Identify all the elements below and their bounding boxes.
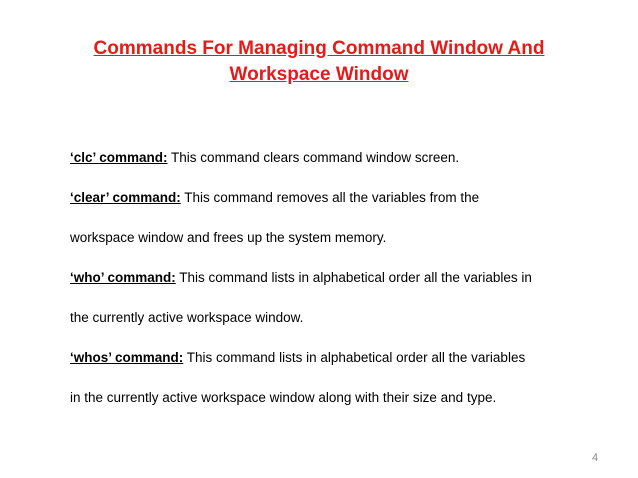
- clc-paragraph: [70, 150, 618, 166]
- whos-description-1: This command lists in alphabetical order all the variables: [183, 350, 526, 365]
- slide-title: [60, 36, 578, 88]
- clc-command-label: ‘clc’ command:: [70, 150, 168, 165]
- clear-paragraph-line-2: [70, 230, 618, 246]
- who-description-1: This command lists in alphabetical order all the variables in: [175, 270, 532, 285]
- clear-command-label: ‘clear’ command:: [70, 190, 181, 205]
- whos-paragraph-line-2: [70, 390, 618, 406]
- who-paragraph-line-2: [70, 310, 618, 326]
- clear-description-1: This command removes all the variables from the: [180, 190, 480, 205]
- slide-body: [70, 150, 618, 430]
- clear-paragraph-line-1: [70, 190, 618, 206]
- clear-description-2: workspace window and frees up the system memory.: [70, 230, 387, 245]
- title-line-2: Workspace Window: [229, 64, 409, 85]
- whos-paragraph-line-1: [70, 350, 618, 366]
- page-number: 4: [592, 452, 599, 464]
- who-paragraph-line-1: [70, 270, 618, 286]
- title-line-1: Commands For Managing Command Window And: [93, 38, 545, 59]
- who-command-label: ‘who’ command:: [70, 270, 176, 285]
- clc-description: This command clears command window screen.: [167, 150, 460, 165]
- who-description-2: the currently active workspace window.: [70, 310, 304, 325]
- whos-description-2: in the currently active workspace window along with their size and type.: [70, 390, 497, 405]
- whos-command-label: ‘whos’ command:: [70, 350, 184, 365]
